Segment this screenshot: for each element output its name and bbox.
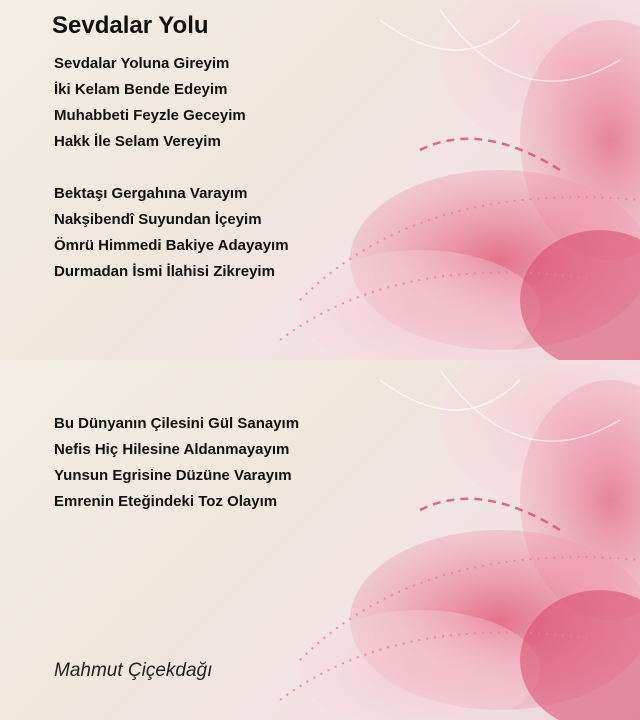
poem-line: Muhabbeti Feyzle Geceyim — [54, 107, 246, 124]
poem-stanza-3 — [54, 411, 299, 515]
poem-author: Mahmut Çiçekdağı — [54, 660, 213, 681]
poem-line: Bu Dünyanın Çilesini Gül Sanayım — [54, 415, 300, 432]
poem-line: İki Kelam Bende Edeyim — [54, 81, 228, 98]
poem-line: Ömrü Himmedi Bakiye Adayayım — [54, 237, 289, 254]
poem-line: Hakk İle Selam Vereyim — [54, 133, 221, 150]
poem-line: Nefis Hiç Hilesine Aldanmayayım — [54, 441, 290, 458]
poem-title: Sevdalar Yolu — [52, 12, 209, 39]
poem-stanza-1 — [54, 51, 246, 155]
poem-line: Bektaşı Gergahına Varayım — [54, 185, 248, 202]
poem-line: Nakşibendî Suyundan İçeyim — [54, 211, 262, 228]
poem-line: Emrenin Eteğindeki Toz Olayım — [54, 493, 278, 510]
poem-stanza-2 — [54, 181, 289, 285]
poem-line: Durmadan İsmi İlahisi Zikreyim — [54, 263, 275, 280]
poem-line: Yunsun Egrisine Düzüne Varayım — [54, 467, 292, 484]
poem-line: Sevdalar Yoluna Gireyim — [54, 55, 230, 72]
